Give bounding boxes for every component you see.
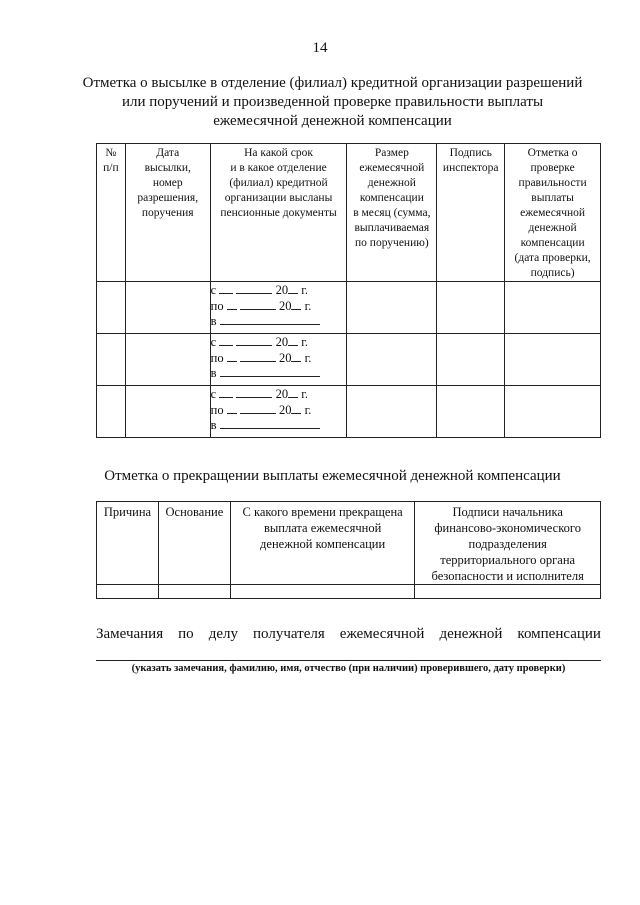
header-line: подразделения: [468, 537, 547, 551]
basis-cell[interactable]: [158, 585, 230, 599]
header-line: ежемесячной: [520, 207, 586, 219]
from-day-blank[interactable]: [219, 282, 233, 294]
to-day-blank[interactable]: [227, 350, 237, 362]
header-cell-dispatch-date: [125, 144, 210, 282]
header-line: Основание: [165, 505, 224, 519]
from-year-text: 20: [272, 387, 289, 401]
dispatch-table-header: [97, 144, 601, 282]
header-line: выплаты: [531, 192, 574, 204]
in-prefix: в: [210, 314, 220, 328]
amount-cell[interactable]: [347, 334, 437, 386]
signatures-cell[interactable]: [415, 585, 601, 599]
section2-title: Отметка о прекращении выплаты ежемесячной денежной компенсации: [104, 468, 561, 484]
remarks-word: ежемесячной: [339, 626, 425, 642]
to-line: [211, 298, 347, 314]
period-cell[interactable]: [210, 386, 347, 438]
header-line: правильности: [518, 177, 587, 189]
page-number: 14: [312, 40, 328, 56]
period-cell[interactable]: [210, 334, 347, 386]
from-prefix: с: [210, 335, 220, 349]
header-line: компенсации: [520, 237, 585, 249]
header-line: по поручению): [355, 237, 429, 249]
from-line: [211, 386, 347, 402]
header-cell-period-branch: [210, 144, 347, 282]
from-line: [211, 334, 347, 350]
branch-blank[interactable]: [220, 313, 320, 325]
header-cell-verification-mark: [505, 144, 601, 282]
to-year-text: 20: [275, 402, 292, 417]
header-cell-number: [97, 144, 126, 282]
dispatch-date-cell[interactable]: [125, 334, 210, 386]
from-month-blank[interactable]: [236, 386, 272, 398]
from-day-blank[interactable]: [219, 334, 233, 346]
header-line: территориального органа: [440, 553, 576, 567]
number-cell[interactable]: [97, 334, 126, 386]
header-line: и в какое отделение: [230, 162, 327, 174]
header-line: в месяц (сумма,: [353, 207, 431, 219]
header-line: пенсионные документы: [220, 207, 337, 219]
to-prefix: по: [210, 298, 227, 313]
termination-table: [96, 501, 601, 599]
remarks-word: по: [178, 626, 194, 642]
in-prefix: в: [210, 366, 220, 380]
header-line: Размер: [374, 147, 409, 159]
table-row: [97, 334, 601, 386]
number-cell[interactable]: [97, 386, 126, 438]
header-line: п/п: [103, 162, 119, 174]
verification-cell[interactable]: [505, 282, 601, 334]
from-year-suffix: г.: [298, 283, 309, 297]
in-line: [211, 313, 347, 329]
to-prefix: по: [210, 402, 227, 417]
header-cell-signatures: [415, 502, 601, 585]
amount-cell[interactable]: [347, 282, 437, 334]
header-line: На какой срок: [244, 147, 313, 159]
dispatch-date-cell[interactable]: [125, 282, 210, 334]
verification-cell[interactable]: [505, 386, 601, 438]
header-line: финансово-экономического: [434, 521, 581, 535]
from-year-suffix: г.: [298, 335, 309, 349]
to-year-suffix: г.: [301, 402, 312, 417]
header-line: выплата ежемесячной: [263, 521, 382, 535]
header-line: высылки,: [144, 162, 191, 174]
to-day-blank[interactable]: [227, 402, 237, 414]
to-line: [211, 350, 347, 366]
from-prefix: с: [210, 283, 220, 297]
to-year-suffix: г.: [301, 350, 312, 365]
section1-title-line: ежемесячной денежной компенсации: [213, 113, 452, 129]
in-line: [211, 417, 347, 433]
header-line: номер: [152, 177, 183, 189]
header-line: Подпись: [449, 147, 492, 159]
header-line: №: [105, 147, 117, 159]
header-line: Дата: [156, 147, 180, 159]
to-year-text: 20: [275, 298, 292, 313]
remarks-line: [96, 626, 601, 643]
in-line: [211, 365, 347, 381]
from-year-blank[interactable]: [288, 334, 298, 346]
number-cell[interactable]: [97, 282, 126, 334]
to-month-blank[interactable]: [240, 402, 276, 414]
header-line: денежной: [528, 222, 577, 234]
remarks-word: компенсации: [517, 626, 601, 642]
to-year-text: 20: [275, 350, 292, 365]
to-line: [211, 402, 347, 418]
termination-date-cell[interactable]: [230, 585, 415, 599]
from-year-text: 20: [272, 283, 289, 297]
from-prefix: с: [210, 387, 220, 401]
inspector-signature-cell[interactable]: [437, 386, 505, 438]
header-line: (филиал) кредитной: [229, 177, 328, 189]
table-row: [97, 386, 601, 438]
header-line: компенсации: [359, 192, 424, 204]
section1-title-line: Отметка о высылке в отделение (филиал) кредитной организации разрешений: [82, 75, 583, 91]
section1-title: [60, 74, 605, 131]
header-line: Подписи начальника: [452, 505, 563, 519]
in-prefix: в: [210, 418, 220, 432]
header-line: (дата проверки,: [514, 252, 591, 264]
header-line: проверке: [530, 162, 575, 174]
to-day-blank[interactable]: [227, 298, 237, 310]
header-line: денежной компенсации: [260, 537, 386, 551]
header-line: Причина: [103, 505, 152, 519]
to-year-blank[interactable]: [291, 350, 301, 362]
header-line: выплачиваемая: [354, 222, 430, 234]
header-line: разрешения,: [137, 192, 199, 204]
reason-cell[interactable]: [97, 585, 159, 599]
from-line: [211, 282, 347, 298]
remarks-word: денежной: [439, 626, 503, 642]
branch-blank[interactable]: [220, 365, 320, 377]
from-year-suffix: г.: [298, 387, 309, 401]
from-month-blank[interactable]: [236, 282, 272, 294]
from-day-blank[interactable]: [219, 386, 233, 398]
to-month-blank[interactable]: [240, 298, 276, 310]
termination-table-header: [97, 502, 601, 585]
header-line: С какого времени прекращена: [242, 505, 403, 519]
verification-cell[interactable]: [505, 334, 601, 386]
from-year-text: 20: [272, 335, 289, 349]
dispatch-date-cell[interactable]: [125, 386, 210, 438]
header-cell-termination-date: [230, 502, 415, 585]
header-line: организации высланы: [224, 192, 333, 204]
to-year-blank[interactable]: [291, 298, 301, 310]
to-month-blank[interactable]: [240, 350, 276, 362]
amount-cell[interactable]: [347, 386, 437, 438]
from-year-blank[interactable]: [288, 282, 298, 294]
header-line: Отметка о: [527, 147, 578, 159]
section1-title-line: или поручений и произведенной проверке правильности выплаты: [121, 94, 544, 110]
inspector-signature-cell[interactable]: [437, 282, 505, 334]
remarks-underline[interactable]: [96, 660, 601, 661]
header-line: инспектора: [442, 162, 499, 174]
header-line: поручения: [141, 207, 194, 219]
remarks-word: делу: [208, 626, 238, 642]
to-year-blank[interactable]: [291, 402, 301, 414]
branch-blank[interactable]: [220, 417, 320, 429]
header-line: ежемесячной: [359, 162, 425, 174]
remarks-hint: (указать замечания, фамилию, имя, отчество (при наличии) проверившего, дату проверки): [131, 663, 566, 674]
inspector-signature-cell[interactable]: [437, 334, 505, 386]
table-row: [97, 585, 601, 599]
period-cell[interactable]: [210, 282, 347, 334]
header-line: подпись): [530, 267, 575, 279]
dispatch-table: [96, 143, 601, 438]
remarks-word: Замечания: [96, 626, 164, 642]
header-line: денежной: [367, 177, 416, 189]
from-year-blank[interactable]: [288, 386, 298, 398]
from-month-blank[interactable]: [236, 334, 272, 346]
header-line: безопасности и исполнителя: [431, 569, 584, 583]
header-cell-monthly-amount: [347, 144, 437, 282]
to-prefix: по: [210, 350, 227, 365]
header-cell-inspector-signature: [437, 144, 505, 282]
to-year-suffix: г.: [301, 298, 312, 313]
header-cell-basis: [158, 502, 230, 585]
table-row: [97, 282, 601, 334]
header-cell-reason: [97, 502, 159, 585]
remarks-word: получателя: [253, 626, 325, 642]
